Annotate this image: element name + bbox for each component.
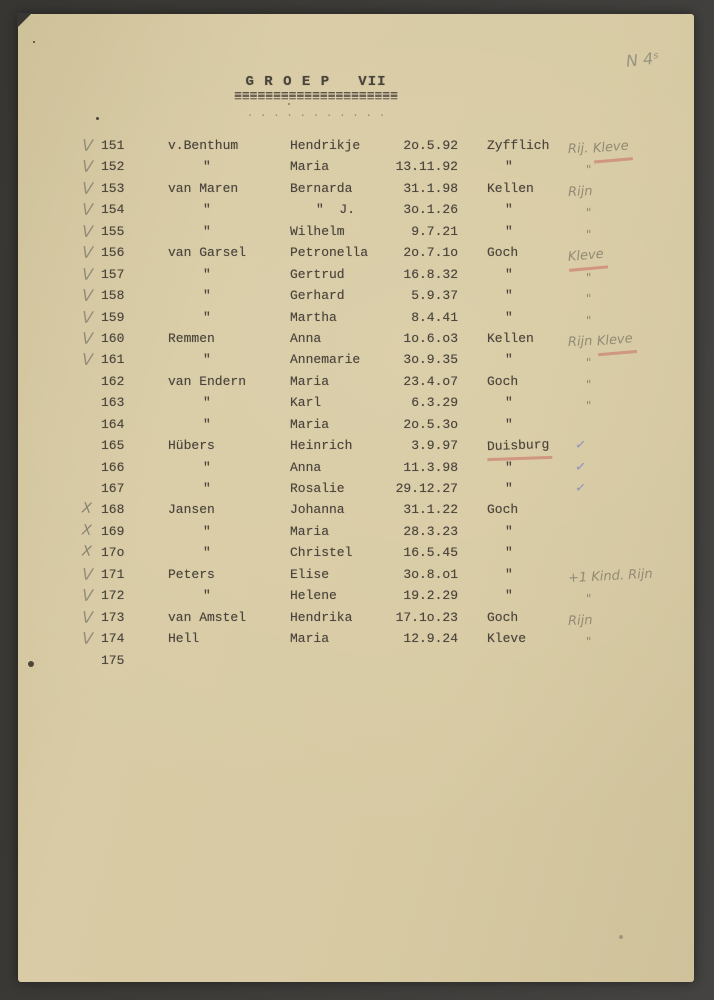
firstname-cell: Petronella	[290, 245, 369, 261]
firstname-cell: Heinrich	[290, 438, 353, 454]
firstname-cell: Helene	[290, 588, 337, 604]
birthdate-cell: 31.1.22	[403, 502, 458, 518]
firstname-cell: Johanna	[290, 502, 345, 518]
table-row	[18, 285, 694, 306]
table-row	[18, 564, 694, 585]
surname-cell: "	[203, 588, 211, 604]
birthdate-cell: 2o.7.1o	[403, 245, 458, 261]
birthdate-cell: 3o.9.35	[403, 352, 458, 368]
corner-cut	[17, 13, 32, 28]
document-page	[18, 14, 694, 982]
row-number: 154	[101, 202, 125, 218]
place-cell: "	[505, 202, 513, 218]
table-row	[18, 521, 694, 542]
table-row	[18, 435, 694, 456]
place-cell: "	[505, 523, 513, 539]
surname-cell: "	[203, 459, 211, 475]
firstname-cell: Maria	[290, 373, 330, 389]
table-row	[18, 542, 694, 563]
birthdate-cell: 13.11.92	[395, 159, 458, 175]
firstname-cell: Martha	[290, 309, 337, 325]
table-row	[18, 628, 694, 649]
row-number: 152	[101, 159, 125, 175]
birthdate-cell: 23.4.o7	[403, 373, 458, 389]
birthdate-cell: 9.7.21	[411, 223, 458, 239]
row-number: 173	[101, 609, 125, 625]
surname-cell: v.Benthum	[168, 138, 239, 153]
blue-checkmark-icon: ✓	[574, 459, 587, 476]
corner-note: N 4ˢ	[625, 48, 661, 71]
pencil-check-icon: V	[81, 285, 94, 306]
annotation-cell: Rijn	[567, 612, 593, 629]
table-row	[18, 178, 694, 199]
table-row	[18, 135, 694, 156]
firstname-cell: Anna	[290, 330, 322, 346]
table-row	[18, 607, 694, 628]
birthdate-cell: 31.1.98	[403, 180, 458, 196]
birthdate-cell: 16.5.45	[403, 545, 458, 561]
title-block	[233, 74, 399, 118]
place-cell: "	[505, 159, 513, 175]
pencil-x-icon: X	[81, 543, 93, 561]
place-cell: Kellen	[487, 180, 534, 196]
annotation-cell: "	[585, 377, 592, 392]
place-cell: Kleve	[487, 631, 527, 647]
red-underline: Kleve	[596, 328, 637, 357]
roster-table	[18, 135, 694, 671]
place-cell: "	[505, 309, 513, 325]
red-underline: Kleve	[567, 244, 608, 273]
table-row	[18, 371, 694, 392]
place-cell: "	[505, 545, 513, 561]
place-cell: Goch	[487, 609, 519, 625]
birthdate-cell: 29.12.27	[395, 481, 458, 496]
table-row	[18, 499, 694, 520]
place-cell: "	[505, 416, 513, 432]
paper-speck	[288, 103, 290, 105]
table-row	[18, 349, 694, 370]
firstname-cell: Gertrud	[290, 266, 345, 282]
firstname-cell: Maria	[290, 523, 330, 539]
place-cell: Kellen	[487, 330, 534, 346]
pencil-check-icon: V	[81, 628, 94, 649]
pencil-x-icon: X	[81, 500, 93, 518]
pencil-check-icon: V	[81, 564, 94, 584]
table-row	[18, 199, 694, 220]
row-number: 171	[101, 566, 125, 582]
paper-speck	[96, 117, 99, 120]
annotation-cell: "	[585, 634, 592, 649]
row-number: 157	[101, 266, 125, 282]
title-dots: . . . . . . . . . . .	[246, 108, 386, 120]
red-underline: Kleve	[592, 135, 633, 164]
row-number: 160	[101, 330, 125, 346]
birthdate-cell: 11.3.98	[403, 459, 458, 475]
annotation-cell: "	[585, 205, 592, 221]
pencil-check-icon: V	[81, 264, 94, 284]
firstname-cell: Wilhelm	[290, 223, 345, 239]
firstname-cell: Gerhard	[290, 288, 345, 304]
row-number: 163	[101, 395, 125, 411]
row-number: 166	[101, 459, 125, 475]
place-cell: "	[505, 288, 513, 304]
pencil-check-icon: V	[81, 607, 94, 627]
table-row	[18, 585, 694, 606]
row-number: 153	[101, 180, 125, 196]
place-cell: Goch	[487, 245, 519, 261]
pencil-check-icon: V	[81, 307, 94, 327]
surname-cell: "	[203, 223, 211, 239]
table-row	[18, 414, 694, 435]
table-row	[18, 457, 694, 478]
annotation-cell: "	[585, 270, 592, 285]
pencil-x-icon: X	[81, 522, 93, 539]
birthdate-cell: 2o.5.3o	[403, 416, 458, 432]
place-cell: "	[505, 266, 513, 282]
place-cell: Goch	[487, 373, 519, 389]
surname-cell: "	[203, 416, 211, 432]
table-row	[18, 221, 694, 242]
surname-cell: Jansen	[168, 502, 215, 518]
firstname-cell: Christel	[290, 545, 353, 561]
firstname-cell: Karl	[290, 395, 322, 411]
place-cell: "	[505, 459, 513, 475]
place-cell: "	[505, 588, 513, 604]
surname-cell: van Amstel	[168, 609, 247, 625]
surname-cell: van Endern	[168, 373, 247, 389]
pencil-check-icon: V	[81, 199, 94, 220]
row-number: 17o	[101, 545, 125, 561]
surname-cell: "	[203, 523, 211, 539]
surname-cell: "	[203, 288, 211, 304]
annotation-cell: "	[585, 312, 592, 328]
surname-cell: "	[203, 481, 211, 496]
row-number: 155	[101, 223, 125, 239]
pencil-check-icon: V	[81, 328, 94, 348]
firstname-cell: Bernarda	[290, 180, 353, 196]
table-row	[18, 242, 694, 266]
pencil-check-icon: V	[81, 242, 94, 263]
firstname-cell: Maria	[290, 159, 330, 175]
row-number: 169	[101, 523, 125, 539]
birthdate-cell: 6.3.29	[411, 395, 458, 411]
pencil-check-icon: V	[81, 178, 94, 198]
birthdate-cell: 2o.5.92	[403, 138, 458, 153]
annotation-cell: Rij. Kleve	[567, 131, 714, 165]
row-number: 159	[101, 309, 125, 325]
pencil-check-icon: V	[81, 157, 94, 177]
pencil-check-icon: V	[81, 350, 94, 370]
birthdate-cell: 1o.6.o3	[403, 330, 458, 346]
birthdate-cell: 3o.1.26	[403, 202, 458, 218]
firstname-cell: Maria	[290, 416, 330, 432]
firstname-cell: Hendrika	[290, 609, 353, 625]
table-row	[18, 328, 694, 349]
firstname-cell: Annemarie	[290, 352, 361, 368]
surname-cell: "	[203, 159, 211, 175]
annotation-cell: "	[585, 398, 592, 413]
surname-cell: Peters	[168, 566, 215, 582]
red-underline: Duisburg	[487, 434, 553, 462]
birthdate-cell: 17.1o.23	[395, 609, 458, 625]
birthdate-cell: 19.2.29	[403, 588, 458, 604]
surname-cell: van Maren	[168, 180, 239, 196]
annotation-cell: "	[585, 591, 592, 606]
firstname-cell: Anna	[290, 459, 322, 475]
firstname-cell: " J.	[316, 202, 356, 218]
pencil-check-icon: V	[81, 221, 94, 241]
birthdate-cell: 5.9.37	[411, 288, 458, 304]
row-number: 156	[101, 245, 125, 261]
row-number: 165	[101, 438, 125, 454]
document-title: G R O E P VII	[245, 74, 387, 90]
row-number: 162	[101, 373, 125, 389]
annotation-cell: +1 Kind. Rijn	[567, 566, 654, 586]
blue-checkmark-icon: ✓	[574, 437, 587, 454]
paper-speck	[33, 41, 35, 43]
surname-cell: Hell	[168, 631, 200, 647]
firstname-cell: Elise	[290, 566, 330, 582]
firstname-cell: Maria	[290, 631, 330, 647]
table-row	[18, 392, 694, 413]
place-cell: "	[505, 481, 513, 496]
surname-cell: "	[203, 266, 211, 282]
row-number: 161	[101, 352, 125, 368]
row-number: 151	[101, 138, 125, 153]
title-underline: =====================	[234, 88, 398, 103]
birthdate-cell: 8.4.41	[411, 309, 458, 325]
place-cell: "	[505, 395, 513, 411]
pencil-check-icon: V	[81, 135, 94, 156]
table-row	[18, 650, 694, 671]
birthdate-cell: 16.8.32	[403, 266, 458, 282]
row-number: 174	[101, 631, 125, 647]
annotation-cell: "	[585, 227, 592, 242]
annotation-cell: "	[585, 291, 592, 306]
row-number: 158	[101, 288, 125, 304]
surname-cell: "	[203, 545, 211, 561]
paper-speck	[619, 935, 623, 939]
row-number: 172	[101, 588, 125, 604]
row-number: 164	[101, 416, 125, 432]
table-row	[18, 156, 694, 177]
firstname-cell: Hendrikje	[290, 138, 361, 153]
birthdate-cell: 28.3.23	[403, 523, 458, 539]
annotation-cell: Rijn	[567, 183, 593, 201]
row-number: 168	[101, 502, 125, 518]
place-cell: Zyfflich	[487, 138, 550, 153]
blue-checkmark-icon: ✓	[574, 480, 587, 497]
firstname-cell: Rosalie	[290, 481, 345, 496]
birthdate-cell: 12.9.24	[403, 631, 458, 647]
row-number: 167	[101, 481, 125, 496]
annotation-cell: "	[585, 162, 592, 178]
surname-cell: "	[203, 309, 211, 325]
surname-cell: Remmen	[168, 330, 215, 346]
surname-cell: "	[203, 352, 211, 368]
surname-cell: "	[203, 202, 211, 218]
pencil-check-icon: V	[81, 585, 94, 606]
place-cell: "	[505, 352, 513, 368]
ink-blot	[28, 661, 34, 667]
annotation-cell: "	[585, 355, 592, 371]
annotation-cell: Rijn Kleve	[567, 324, 714, 358]
surname-cell: Hübers	[168, 438, 215, 454]
birthdate-cell: 3.9.97	[411, 438, 458, 454]
place-cell: "	[505, 566, 513, 582]
birthdate-cell: 3o.8.o1	[403, 566, 458, 582]
surname-cell: van Garsel	[168, 245, 247, 261]
table-row	[18, 264, 694, 285]
table-row	[18, 307, 694, 328]
table-row	[18, 478, 694, 499]
place-cell: "	[505, 223, 513, 239]
surname-cell: "	[203, 395, 211, 411]
row-number: 175	[101, 652, 125, 668]
place-cell: Goch	[487, 502, 519, 518]
